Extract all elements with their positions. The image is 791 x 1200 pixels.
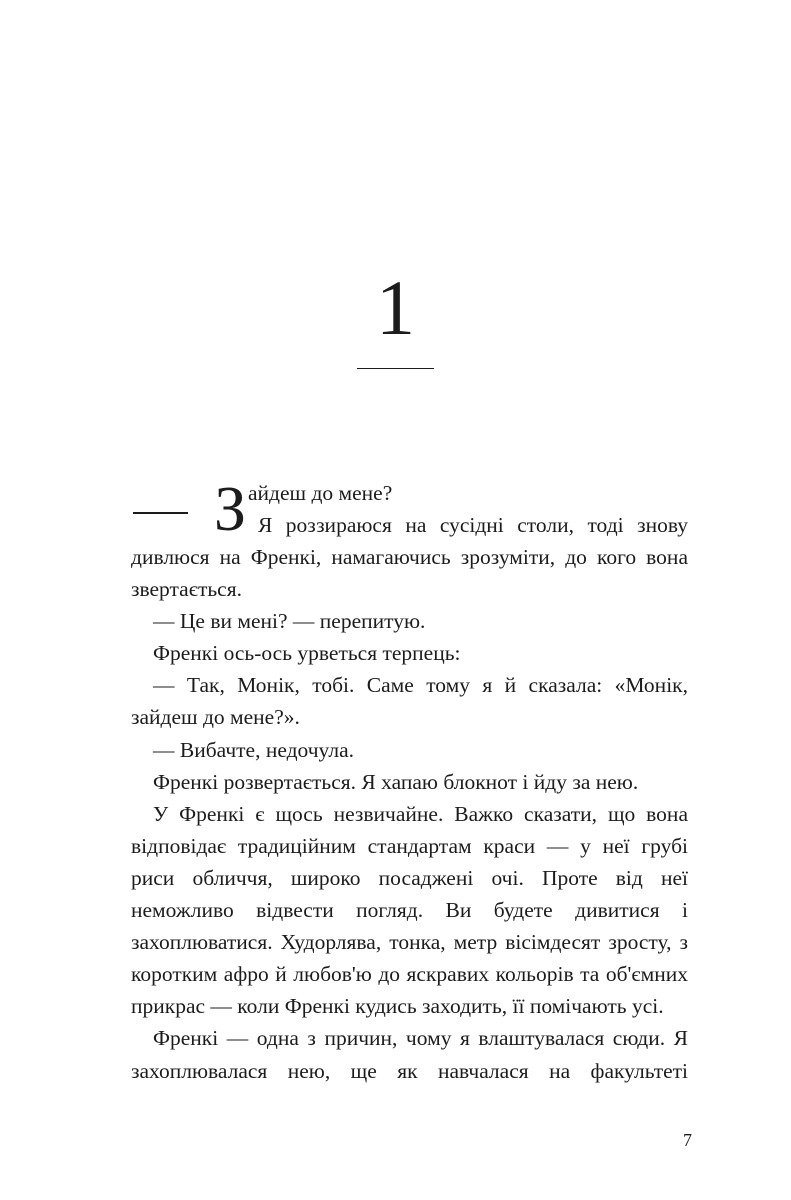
opening-line-2: Я роззираюся на сусідні столи, тоді знову <box>258 513 688 537</box>
paragraph: — Так, Монік, тобі. Саме тому я й сказала: «Монік, зайдеш до мене?». <box>131 673 688 730</box>
paragraph: — Вибачте, недочула. <box>153 737 355 762</box>
chapter-number: 1 <box>376 264 415 351</box>
paragraph: Френкі розвертається. Я хапаю блокнот і йду за нею. <box>153 769 639 794</box>
opening-line-1: айдеш до мене? <box>248 481 393 505</box>
page-number: 7 <box>683 1130 692 1150</box>
opening-lines <box>131 473 688 544</box>
chapter-rule-divider <box>357 368 434 369</box>
chapter-body <box>131 473 688 1087</box>
opening-em-dash <box>133 512 188 514</box>
paragraph: Френкі ось-ось урветься терпець: <box>153 641 461 666</box>
opening-continuation: дивлюся на Френкі, намагаючись зрозуміти, до кого вона звертається. <box>131 545 688 602</box>
paragraph: — Це ви мені? — перепитую. <box>153 609 426 634</box>
paragraph: Френкі — одна з причин, чому я влаштувалася сюди. Я захоплювалася нею, ще як навчалася на факультеті <box>131 1026 688 1083</box>
drop-cap: З <box>214 473 247 544</box>
paragraph: У Френкі є щось незвичайне. Важко сказати, що вона відповідає традиційним стандартам краси — у неї грубі риси обличчя, широко посаджені очі. Проте від неї неможливо відвести погляд. Ви будете дивитися і захоплюватися. Худорлява, тонка, метр вісімдесят зросту, з коротким афро й любов'ю до яскравих кольорів та об'ємних прикрас — коли Френкі кудись заходить, її помічають усі. <box>131 801 688 1019</box>
